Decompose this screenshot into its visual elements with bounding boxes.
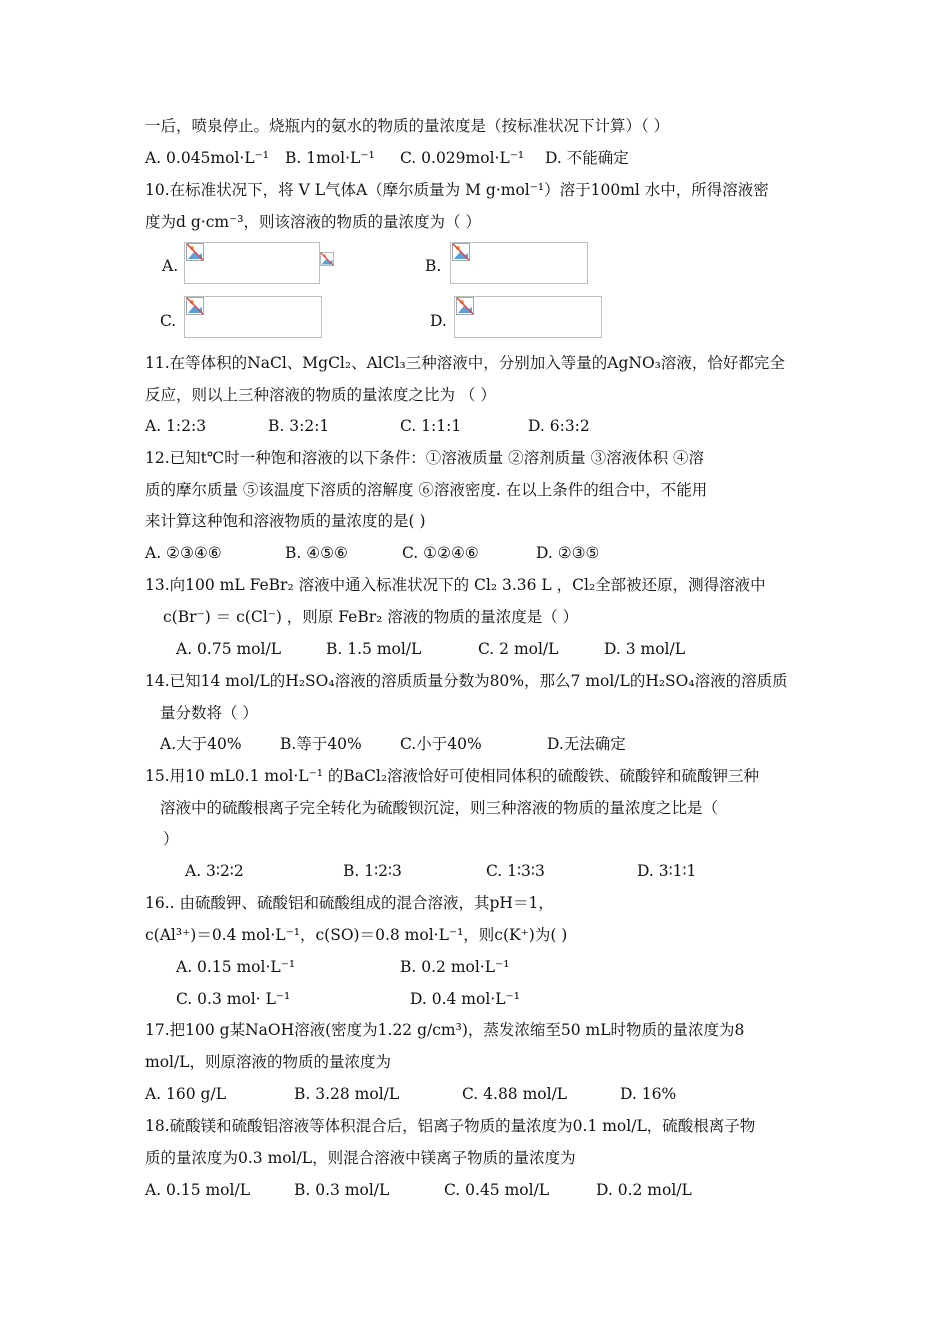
option-c: C. 0.45 mol/L xyxy=(444,1181,550,1199)
option-b: B.等于40% xyxy=(280,735,362,753)
q11-line1: 11.在等体积的NaCl、MgCl₂、AlCl₃三种溶液中，分别加入等量的AgNO₃溶液，恰好都完全 xyxy=(145,354,785,372)
q10-line1: 10.在标准状况下，将 V L气体A（摩尔质量为 M g·mol⁻¹）溶于100ml 水中，所得溶液密 xyxy=(145,181,769,199)
broken-image-icon xyxy=(452,243,470,261)
option-b: B. 1∶2∶3 xyxy=(343,862,402,880)
q16-line1: 16.. 由硫酸钾、硫酸铝和硫酸组成的混合溶液，其pH＝1， xyxy=(145,894,554,912)
broken-image-icon xyxy=(320,252,334,266)
q14-line2: 量分数将（ ） xyxy=(160,704,258,722)
q18-line2: 质的量浓度为0.3 mol/L，则混合溶液中镁离子物质的量浓度为 xyxy=(145,1149,576,1167)
q13-line1: 13.向100 mL FeBr₂ 溶液中通入标准状况下的 Cl₂ 3.36 L ，Cl₂全部被还原，测得溶液中 xyxy=(145,576,766,594)
option-b: B. 1mol·L⁻¹ xyxy=(285,149,375,167)
option-c: C.小于40% xyxy=(400,735,482,753)
broken-image-b xyxy=(450,242,588,284)
q16-line2: c(Al³⁺)＝0.4 mol·L⁻¹，c(SO)＝0.8 mol·L⁻¹，则c(K⁺)为( ) xyxy=(145,926,568,944)
option-b: B. 3.28 mol/L xyxy=(294,1085,400,1103)
q17-line2: mol/L，则原溶液的物质的量浓度为 xyxy=(145,1053,392,1071)
broken-image-a xyxy=(184,242,320,284)
option-d: D. 6:3:2 xyxy=(528,417,590,435)
option-c: C. 4.88 mol/L xyxy=(462,1085,568,1103)
option-d: D. 3 mol/L xyxy=(604,640,686,658)
q15-line1: 15.用10 mL0.1 mol·L⁻¹ 的BaCl₂溶液恰好可使相同体积的硫酸铁、硫酸锌和硫酸钾三种 xyxy=(145,767,760,785)
q10-label-d: D. xyxy=(430,312,447,330)
q17-line1: 17.把100 g某NaOH溶液(密度为1.22 g/cm³)，蒸发浓缩至50 mL时物质的量浓度为8 xyxy=(145,1021,745,1039)
option-a: A. 3∶2∶2 xyxy=(185,862,244,880)
option-a: A. 0.045mol·L⁻¹ xyxy=(145,149,270,167)
option-d: D. ②③⑤ xyxy=(536,544,600,562)
q12-line2: 质的摩尔质量 ⑤该温度下溶质的溶解度 ⑥溶液密度. 在以上条件的组合中，不能用 xyxy=(145,481,708,499)
q10-line2: 度为d g·cm⁻³，则该溶液的物质的量浓度为（ ） xyxy=(145,213,481,231)
q11-line2: 反应，则以上三种溶液的物质的量浓度之比为 （ ） xyxy=(145,386,496,404)
q14-line1: 14.已知14 mol/L的H₂SO₄溶液的溶质质量分数为80%，那么7 mol/L的H₂SO₄溶液的溶质质 xyxy=(145,672,788,690)
option-a: A. 160 g/L xyxy=(145,1085,226,1103)
option-d: D. 不能确定 xyxy=(545,149,629,167)
option-d: D. 16% xyxy=(620,1085,677,1103)
option-c: C. ①②④⑥ xyxy=(402,544,479,562)
option-b: B. 1.5 mol/L xyxy=(326,640,422,658)
option-b: B. ④⑤⑥ xyxy=(285,544,348,562)
option-c: C. 0.3 mol· L⁻¹ xyxy=(176,990,291,1008)
broken-image-icon xyxy=(186,297,204,315)
option-d: D. 3∶1∶1 xyxy=(637,862,697,880)
broken-image-d xyxy=(454,296,602,338)
q12-line3: 来计算这种饱和溶液物质的量浓度的是( ) xyxy=(145,512,426,530)
q15-line3: ） xyxy=(163,830,179,848)
option-b: B. 3:2:1 xyxy=(268,417,330,435)
option-b: B. 0.3 mol/L xyxy=(294,1181,390,1199)
option-a: A. 1:2:3 xyxy=(145,417,207,435)
q10-label-c: C. xyxy=(160,312,177,330)
option-a: A. 0.15 mol/L xyxy=(145,1181,250,1199)
option-a: A. ②③④⑥ xyxy=(145,544,222,562)
option-c: C. 2 mol/L xyxy=(478,640,559,658)
q10-label-a: A. xyxy=(162,257,179,275)
broken-image-icon xyxy=(456,297,474,315)
option-c: C. 1:1:1 xyxy=(400,417,462,435)
option-d: D.无法确定 xyxy=(547,735,626,753)
q13-line2: c(Br⁻) ＝ c(Cl⁻) ，则原 FeBr₂ 溶液的物质的量浓度是（ ） xyxy=(163,608,579,626)
q12-line1: 12.已知t℃时一种饱和溶液的以下条件：①溶液质量 ②溶剂质量 ③溶液体积 ④溶 xyxy=(145,449,705,467)
q10-label-b: B. xyxy=(425,257,442,275)
broken-image-icon xyxy=(186,243,204,261)
option-c: C. 0.029mol·L⁻¹ xyxy=(400,149,525,167)
option-a: A.大于40% xyxy=(160,735,242,753)
option-a: A. 0.75 mol/L xyxy=(176,640,281,658)
option-d: D. 0.2 mol/L xyxy=(596,1181,692,1199)
option-a: A. 0.15 mol·L⁻¹ xyxy=(176,958,296,976)
option-b: B. 0.2 mol·L⁻¹ xyxy=(400,958,510,976)
question-fragment-line: 一后，喷泉停止。烧瓶内的氨水的物质的量浓度是（按标准状况下计算）（ ） xyxy=(145,117,670,135)
option-d: D. 0.4 mol·L⁻¹ xyxy=(410,990,520,1008)
q18-line1: 18.硫酸镁和硫酸铝溶液等体积混合后，铝离子物质的量浓度为0.1 mol/L，硫酸根离子物 xyxy=(145,1117,756,1135)
q15-line2: 溶液中的硫酸根离子完全转化为硫酸钡沉淀，则三种溶液的物质的量浓度之比是（ xyxy=(160,799,719,817)
option-c: C. 1∶3∶3 xyxy=(486,862,545,880)
broken-image-c xyxy=(184,296,322,338)
